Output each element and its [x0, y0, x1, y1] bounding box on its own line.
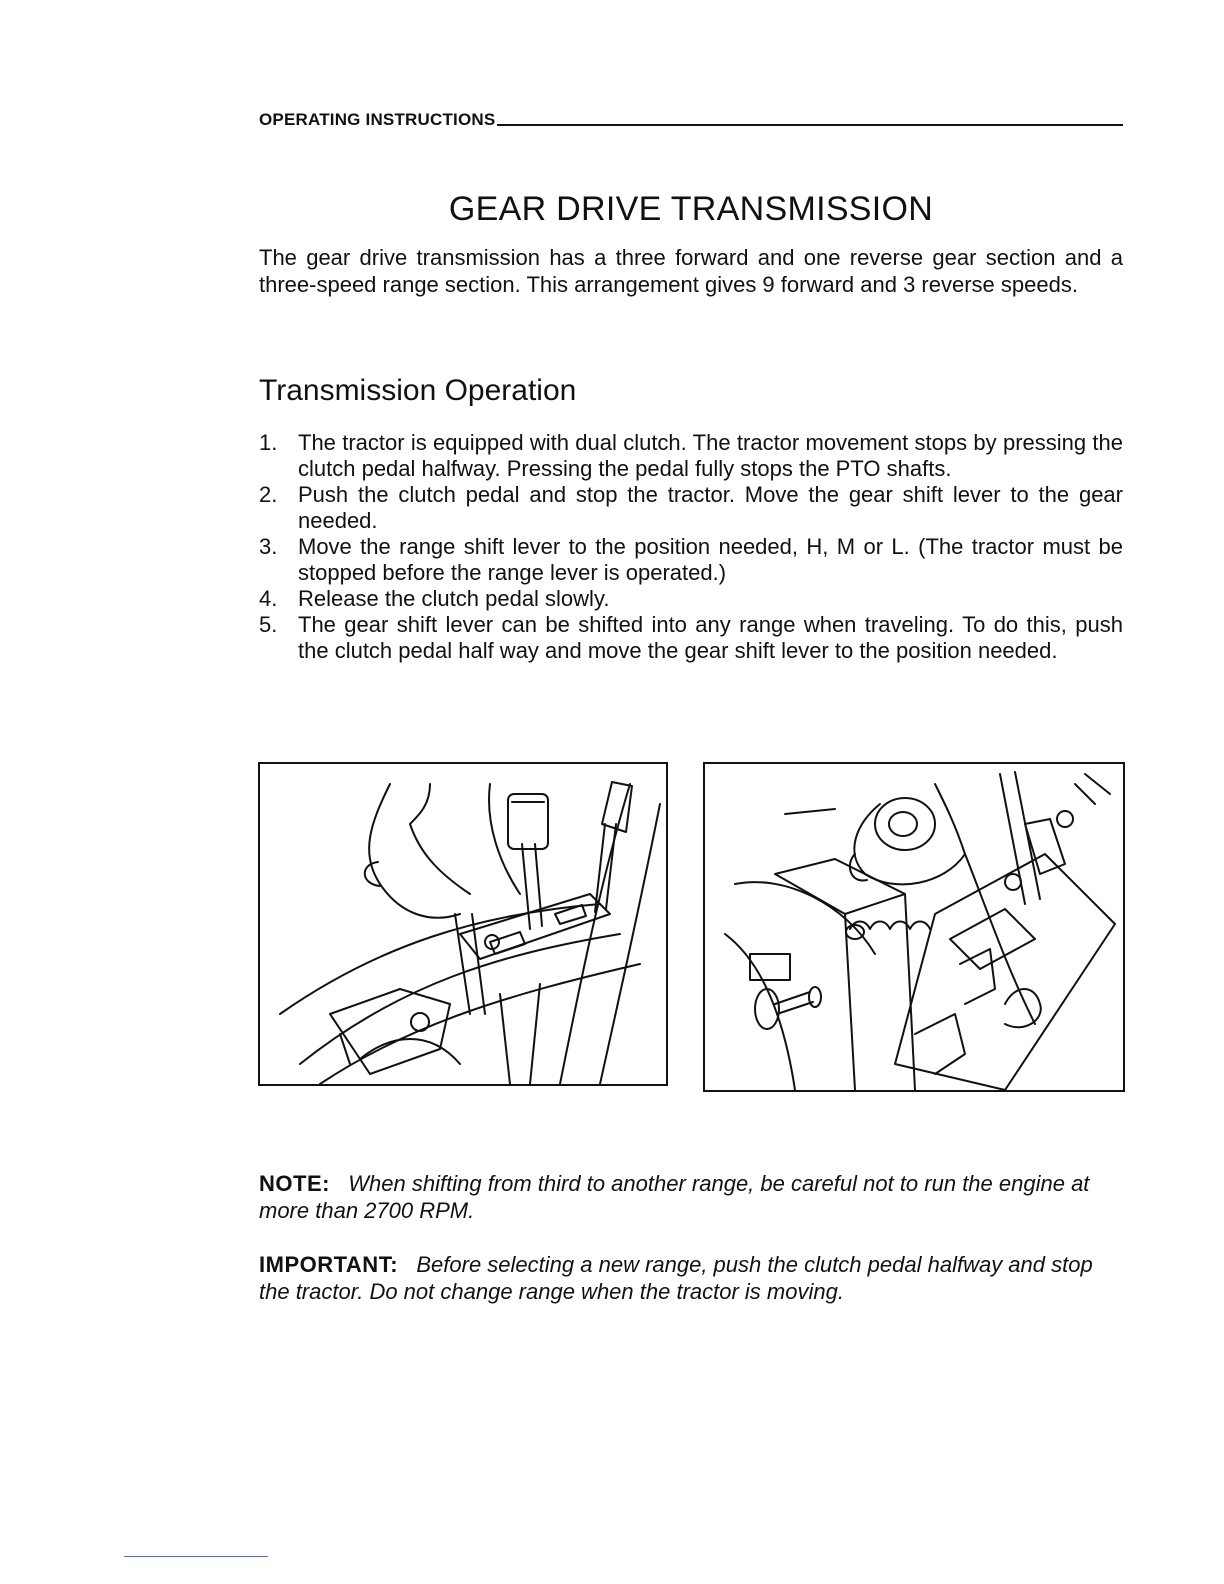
list-item [259, 534, 1123, 586]
steps-list [259, 430, 1123, 664]
note-label: NOTE: [259, 1171, 330, 1196]
step-text: Release the clutch pedal slowly. [298, 586, 610, 611]
important-text: Before selecting a new range, push the clutch pedal halfway and stop the tractor. Do not change range when the tractor is moving. [259, 1252, 1093, 1304]
header-rule [497, 124, 1123, 126]
running-header [259, 104, 1123, 130]
intro-paragraph: The gear drive transmission has a three forward and one reverse gear section and a three-speed range section. This arrangement gives 9 forward and 3 reverse speeds. [259, 245, 1123, 297]
list-item [259, 586, 1123, 612]
running-header-title: OPERATING INSTRUCTIONS [259, 110, 496, 129]
hand-on-shift-levers-illustration-icon [260, 764, 666, 1084]
step-text: Move the range shift lever to the position needed, H, M or L. (The tractor must be stopped before the range lever is operated.) [298, 534, 1123, 585]
step-text: Push the clutch pedal and stop the tractor. Move the gear shift lever to the gear needed. [298, 482, 1123, 533]
page-title: GEAR DRIVE TRANSMISSION [448, 190, 934, 228]
step-number: 4. [259, 586, 278, 611]
figure-shift-levers [258, 762, 668, 1086]
step-number: 1. [259, 430, 278, 455]
figure-range-lever [703, 762, 1125, 1092]
step-text: The tractor is equipped with dual clutch. The tractor movement stops by pressing the clutch pedal halfway. Pressing the pedal fully stops the PTO shafts. [298, 430, 1123, 481]
list-item [259, 482, 1123, 534]
important-label: IMPORTANT: [259, 1252, 399, 1277]
scan-edge-mark [124, 1556, 268, 1557]
note-paragraph [259, 1170, 1123, 1224]
step-text: The gear shift lever can be shifted into any range when traveling. To do this, push the clutch pedal half way and move the gear shift lever to the position needed. [298, 612, 1123, 663]
list-item [259, 430, 1123, 482]
hand-on-range-lever-illustration-icon [705, 764, 1123, 1090]
step-number: 2. [259, 482, 278, 507]
section-title: Transmission Operation [259, 374, 577, 407]
step-number: 3. [259, 534, 278, 559]
important-paragraph [259, 1251, 1123, 1305]
list-item [259, 612, 1123, 664]
step-number: 5. [259, 612, 278, 637]
note-text: When shifting from third to another range, be careful not to run the engine at more than 2700 RPM. [259, 1171, 1090, 1223]
